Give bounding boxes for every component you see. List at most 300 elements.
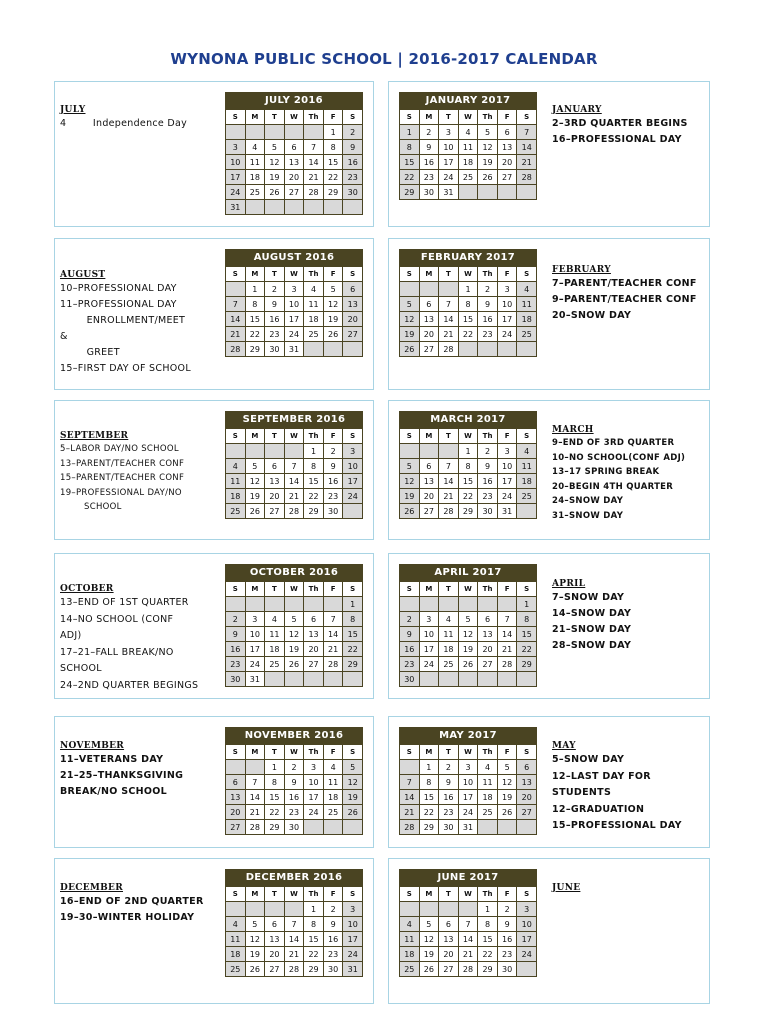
day-cell: 14 [304,155,324,170]
weekday-header: S [226,267,246,282]
event-line: 28–SNOW DAY [552,640,632,651]
day-cell: 15 [343,627,363,642]
day-cell: 24 [498,327,518,342]
day-cell: 10 [285,297,305,312]
empty-day-cell [420,444,440,459]
weekday-header: F [324,267,344,282]
event-line: 12–LAST DAY FOR [552,770,651,782]
day-cell: 29 [420,820,440,835]
day-cell: 24 [498,489,518,504]
month-heading: JULY [60,105,86,115]
day-cell: 2 [420,125,440,140]
day-cell: 12 [459,627,479,642]
empty-day-cell [439,672,459,687]
day-cell: 19 [324,312,344,327]
event-line: 19–30–WINTER HOLIDAY [60,912,195,923]
day-cell: 28 [439,342,459,357]
day-cell: 9 [400,627,420,642]
day-cell: 6 [265,917,285,932]
day-cell: 26 [285,657,305,672]
weekday-header: S [226,429,246,444]
day-cell: 16 [265,312,285,327]
empty-day-cell [459,597,479,612]
weekday-header: T [439,429,459,444]
day-cell: 4 [400,917,420,932]
event-line: 7–SNOW DAY [552,592,625,603]
empty-day-cell [517,504,537,519]
day-cell: 12 [265,155,285,170]
weekday-header: M [246,429,266,444]
empty-day-cell [246,902,266,917]
day-cell: 16 [478,312,498,327]
day-cell: 16 [343,155,363,170]
day-cell: 25 [304,327,324,342]
empty-day-cell [459,185,479,200]
day-cell: 16 [498,932,518,947]
month-heading: FEBRUARY [552,265,611,275]
event-line: 21–SNOW DAY [552,624,632,635]
day-cell: 28 [324,657,344,672]
day-cell: 18 [226,489,246,504]
day-cell: 20 [517,790,537,805]
day-cell: 30 [400,672,420,687]
day-cell: 31 [498,504,518,519]
day-cell: 4 [459,125,479,140]
day-cell: 19 [420,947,440,962]
day-cell: 4 [439,612,459,627]
weekday-header: M [420,429,440,444]
day-cell: 27 [304,657,324,672]
month-heading: SEPTEMBER [60,431,129,441]
day-cell: 8 [304,917,324,932]
day-cell: 22 [400,170,420,185]
day-cell: 2 [498,902,518,917]
day-cell: 1 [304,902,324,917]
event-line: 14–NO SCHOOL (CONF [60,613,174,625]
day-cell: 24 [304,805,324,820]
day-cell: 25 [478,805,498,820]
empty-day-cell [420,902,440,917]
day-cell: 14 [439,312,459,327]
weekday-header: W [285,745,305,760]
empty-day-cell [343,672,363,687]
day-cell: 26 [498,805,518,820]
empty-day-cell [478,185,498,200]
day-cell: 25 [226,504,246,519]
event-line: 10–NO SCHOOL(CONF ADJ) [552,452,686,463]
event-line: SCHOOL [60,502,122,512]
event-line: ADJ) [60,630,82,641]
day-cell: 17 [517,932,537,947]
day-cell: 23 [498,947,518,962]
day-cell: 12 [400,312,420,327]
empty-day-cell [400,444,420,459]
calendar-november-2016 [225,727,363,835]
weekday-header: S [343,887,363,902]
day-cell: 3 [420,612,440,627]
day-cell: 23 [439,805,459,820]
day-cell: 30 [420,185,440,200]
day-cell: 5 [420,917,440,932]
event-line: BREAK/NO SCHOOL [60,786,168,797]
calendar-title: MAY 2017 [399,727,537,744]
weekday-header: Th [304,267,324,282]
day-cell: 31 [246,672,266,687]
weekday-header: T [265,110,285,125]
day-cell: 22 [459,327,479,342]
day-cell: 31 [343,962,363,977]
weekday-header: M [246,267,266,282]
day-cell: 8 [304,459,324,474]
day-cell: 23 [343,170,363,185]
day-cell: 18 [439,642,459,657]
empty-day-cell [226,902,246,917]
day-cell: 9 [226,627,246,642]
day-cell: 20 [439,947,459,962]
day-cell: 26 [324,327,344,342]
weekday-header: Th [304,110,324,125]
day-cell: 8 [459,459,479,474]
empty-day-cell [400,597,420,612]
day-cell: 29 [343,657,363,672]
event-line: 20–SNOW DAY [552,310,632,321]
day-cell: 13 [226,790,246,805]
day-cell: 5 [324,282,344,297]
calendar-grid [399,886,537,977]
event-line: 7–PARENT/TEACHER CONF [552,278,697,289]
empty-day-cell [324,342,344,357]
day-cell: 29 [400,185,420,200]
day-cell: 8 [459,297,479,312]
day-cell: 9 [439,775,459,790]
empty-day-cell [324,597,344,612]
calendar-grid [225,744,363,835]
empty-day-cell [285,200,305,215]
day-cell: 25 [265,657,285,672]
day-cell: 7 [226,297,246,312]
day-cell: 19 [343,790,363,805]
empty-day-cell [498,342,518,357]
day-cell: 22 [478,947,498,962]
day-cell: 15 [478,932,498,947]
day-cell: 27 [420,342,440,357]
day-cell: 5 [343,760,363,775]
day-cell: 16 [226,642,246,657]
day-cell: 26 [343,805,363,820]
weekday-header: Th [478,887,498,902]
month-heading: APRIL [552,579,586,589]
day-cell: 21 [304,170,324,185]
empty-day-cell [285,902,305,917]
day-cell: 6 [265,459,285,474]
day-cell: 17 [343,932,363,947]
page-title: WYNONA PUBLIC SCHOOL | 2016-2017 CALENDAR [170,50,598,68]
calendar-title: SEPTEMBER 2016 [225,411,363,428]
weekday-header: W [285,582,305,597]
empty-day-cell [265,672,285,687]
weekday-header: Th [304,887,324,902]
day-cell: 25 [226,962,246,977]
empty-day-cell [439,444,459,459]
weekday-header: S [400,887,420,902]
weekday-header: Th [304,745,324,760]
day-cell: 21 [439,327,459,342]
empty-day-cell [246,760,266,775]
day-cell: 17 [246,642,266,657]
day-cell: 6 [285,140,305,155]
day-cell: 11 [226,932,246,947]
day-cell: 2 [324,902,344,917]
day-cell: 1 [343,597,363,612]
day-cell: 20 [265,947,285,962]
month-heading: JANUARY [552,105,602,115]
day-cell: 11 [478,775,498,790]
event-line: 16–END OF 2ND QUARTER [60,896,204,907]
day-cell: 14 [285,932,305,947]
event-line: 15–PARENT/TEACHER CONF [60,473,185,483]
empty-day-cell [517,342,537,357]
day-cell: 18 [324,790,344,805]
weekday-header: S [400,582,420,597]
weekday-header: F [498,267,518,282]
weekday-header: M [420,745,440,760]
day-cell: 13 [517,775,537,790]
notes-november [60,740,220,800]
day-cell: 15 [459,312,479,327]
weekday-header: Th [478,745,498,760]
weekday-header: W [459,110,479,125]
weekday-header: S [400,745,420,760]
day-cell: 21 [517,155,537,170]
day-cell: 5 [285,612,305,627]
day-cell: 15 [304,474,324,489]
weekday-header: W [459,582,479,597]
day-cell: 7 [246,775,266,790]
day-cell: 2 [226,612,246,627]
day-cell: 14 [400,790,420,805]
day-cell: 27 [517,805,537,820]
day-cell: 19 [400,327,420,342]
day-cell: 28 [304,185,324,200]
day-cell: 2 [265,282,285,297]
day-cell: 18 [246,170,266,185]
event-line: 9–PARENT/TEACHER CONF [552,294,697,305]
weekday-header: T [439,582,459,597]
day-cell: 10 [420,627,440,642]
day-cell: 11 [226,474,246,489]
empty-day-cell [439,902,459,917]
weekday-header: F [324,429,344,444]
day-cell: 10 [246,627,266,642]
empty-day-cell [304,820,324,835]
day-cell: 15 [400,155,420,170]
calendar-title: MARCH 2017 [399,411,537,428]
day-cell: 4 [304,282,324,297]
day-cell: 8 [265,775,285,790]
weekday-header: M [246,887,266,902]
empty-day-cell [459,342,479,357]
calendar-february-2017 [399,249,537,357]
day-cell: 30 [439,820,459,835]
day-cell: 23 [226,657,246,672]
empty-day-cell [324,200,344,215]
weekday-header: F [324,887,344,902]
day-cell: 6 [478,612,498,627]
day-cell: 5 [498,760,518,775]
calendar-january-2017 [399,92,537,200]
day-cell: 2 [478,282,498,297]
notes-september [60,430,220,515]
day-cell: 29 [304,962,324,977]
day-cell: 14 [226,312,246,327]
day-cell: 12 [246,932,266,947]
notes-february [552,264,707,324]
weekday-header: S [517,745,537,760]
day-cell: 30 [343,185,363,200]
day-cell: 3 [459,760,479,775]
day-cell: 13 [343,297,363,312]
empty-day-cell [246,597,266,612]
event-line: 5–LABOR DAY/NO SCHOOL [60,444,179,454]
day-cell: 27 [478,657,498,672]
empty-day-cell [343,200,363,215]
empty-day-cell [343,342,363,357]
empty-day-cell [517,820,537,835]
day-cell: 3 [343,444,363,459]
day-cell: 27 [498,170,518,185]
day-cell: 23 [420,170,440,185]
day-cell: 26 [400,342,420,357]
day-cell: 14 [459,932,479,947]
notes-april [552,578,702,654]
calendar-grid [225,428,363,519]
day-cell: 12 [498,775,518,790]
day-cell: 5 [478,125,498,140]
day-cell: 22 [324,170,344,185]
weekday-header: T [265,745,285,760]
day-cell: 11 [459,140,479,155]
day-cell: 13 [498,140,518,155]
day-cell: 15 [324,155,344,170]
day-cell: 6 [439,917,459,932]
day-cell: 3 [439,125,459,140]
weekday-header: W [459,429,479,444]
empty-day-cell [400,282,420,297]
empty-day-cell [285,672,305,687]
weekday-header: M [420,110,440,125]
day-cell: 10 [459,775,479,790]
day-cell: 4 [226,917,246,932]
day-cell: 27 [343,327,363,342]
day-cell: 13 [478,627,498,642]
day-cell: 1 [246,282,266,297]
day-cell: 25 [400,962,420,977]
weekday-header: T [439,745,459,760]
day-cell: 27 [265,504,285,519]
weekday-header: S [517,110,537,125]
day-cell: 8 [478,917,498,932]
day-cell: 24 [420,657,440,672]
empty-day-cell [439,597,459,612]
day-cell: 15 [459,474,479,489]
day-cell: 30 [226,672,246,687]
weekday-header: M [420,582,440,597]
day-cell: 23 [285,805,305,820]
day-cell: 4 [265,612,285,627]
day-cell: 1 [478,902,498,917]
empty-day-cell [324,672,344,687]
calendar-title: APRIL 2017 [399,564,537,581]
day-cell: 15 [517,627,537,642]
weekday-header: F [324,110,344,125]
day-cell: 29 [478,962,498,977]
day-cell: 20 [285,170,305,185]
calendar-title: JANUARY 2017 [399,92,537,109]
weekday-header: W [459,745,479,760]
day-cell: 15 [246,312,266,327]
event-line: 11–PROFESSIONAL DAY [60,299,177,310]
day-cell: 16 [478,474,498,489]
day-cell: 2 [343,125,363,140]
calendar-grid [399,109,537,200]
calendar-title: AUGUST 2016 [225,249,363,266]
calendar-grid [399,744,537,835]
calendar-title: JULY 2016 [225,92,363,109]
day-cell: 1 [420,760,440,775]
event-line: 4 Independence Day [60,118,188,129]
weekday-header: M [420,887,440,902]
day-cell: 18 [517,312,537,327]
calendar-title: OCTOBER 2016 [225,564,363,581]
day-cell: 28 [459,962,479,977]
day-cell: 7 [498,612,518,627]
day-cell: 16 [324,474,344,489]
notes-december [60,882,220,926]
event-line: 2–3RD QUARTER BEGINS [552,118,688,129]
weekday-header: Th [478,267,498,282]
day-cell: 21 [285,947,305,962]
weekday-header: S [517,887,537,902]
day-cell: 4 [478,760,498,775]
day-cell: 24 [459,805,479,820]
empty-day-cell [498,820,518,835]
weekday-header: S [226,887,246,902]
day-cell: 31 [459,820,479,835]
day-cell: 22 [420,805,440,820]
weekday-header: Th [478,429,498,444]
day-cell: 13 [265,932,285,947]
day-cell: 21 [459,947,479,962]
notes-may [552,740,702,835]
day-cell: 3 [304,760,324,775]
day-cell: 26 [246,504,266,519]
day-cell: 3 [343,902,363,917]
empty-day-cell [343,504,363,519]
day-cell: 23 [478,489,498,504]
event-line: & [60,331,68,342]
event-line: STUDENTS [552,787,612,798]
day-cell: 21 [498,642,518,657]
day-cell: 28 [246,820,266,835]
weekday-header: T [439,887,459,902]
weekday-header: W [285,887,305,902]
empty-day-cell [439,282,459,297]
day-cell: 20 [498,155,518,170]
calendar-july-2016 [225,92,363,215]
day-cell: 29 [304,504,324,519]
event-line: 15–FIRST DAY OF SCHOOL [60,363,191,374]
day-cell: 26 [246,962,266,977]
